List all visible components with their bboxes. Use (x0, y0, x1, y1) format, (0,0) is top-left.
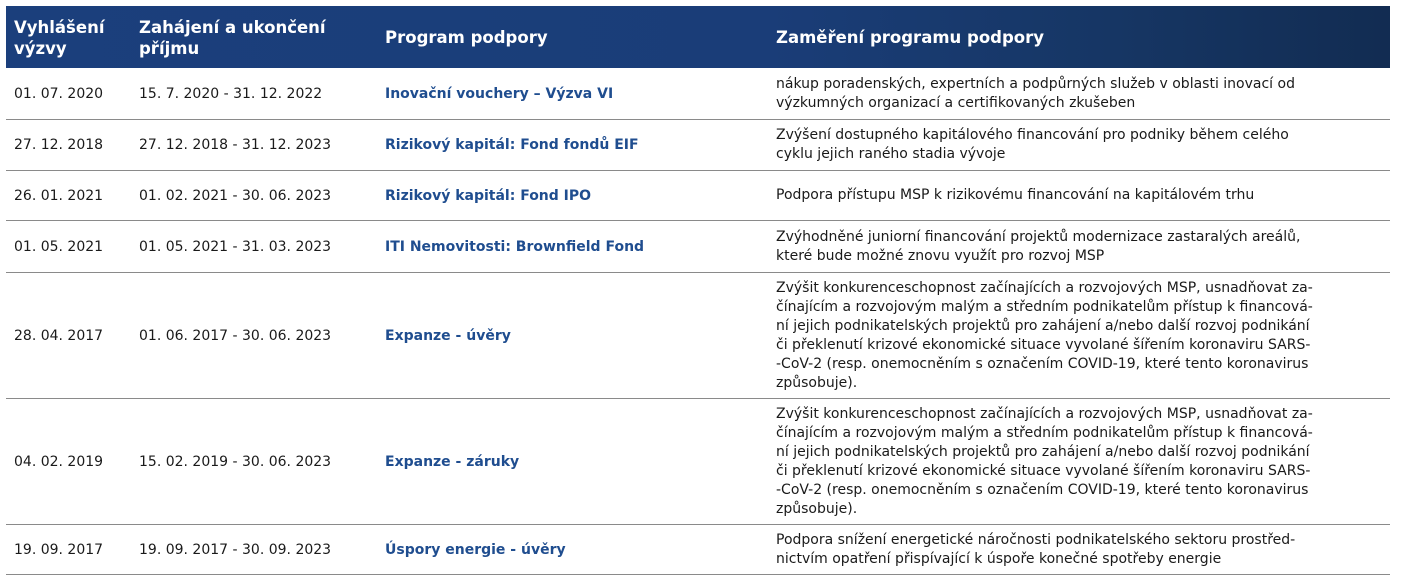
intake-period: 15. 7. 2020 - 31. 12. 2022 (139, 85, 323, 102)
table-row (6, 120, 1390, 171)
program-focus: nákup poradenských, expertních a podpůrných služeb v oblasti inovací od výzkumných organizací a certifikovaných zkušeben (776, 75, 1295, 111)
intake-period: 27. 12. 2018 - 31. 12. 2023 (139, 137, 332, 153)
table-row (6, 68, 1390, 120)
program-name: ITI Nemovitosti: Brownfield Fond (385, 238, 645, 255)
announcement-date: 27. 12. 2018 (14, 137, 104, 153)
announcement-date: 04. 02. 2019 (14, 453, 104, 470)
announcement-date: 26. 01. 2021 (14, 187, 104, 204)
intake-period: 01. 05. 2021 - 31. 03. 2023 (139, 238, 332, 255)
intake-period: 19. 09. 2017 - 30. 09. 2023 (139, 541, 332, 558)
table-row (6, 221, 1390, 273)
table-row (6, 525, 1390, 575)
announcement-date: 19. 09. 2017 (14, 541, 104, 558)
intake-period: 01. 06. 2017 - 30. 06. 2023 (139, 327, 332, 344)
table-row (6, 399, 1390, 525)
table-row (6, 273, 1390, 399)
announcement-date: 28. 04. 2017 (14, 327, 104, 344)
program-focus: Zvýšit konkurenceschopnost začínajících a rozvojových MSP, usnadňovat za- čínajícím a rozvojovým malým a středním podnikatelům přístup k financová- ní jejich podnikatelských projektů pro zahájení a/nebo další rozvoj podnikání či překlenutí krizové ekonomické situace vyvolané šířením koronaviru SARS- -CoV-2 (resp. onemocněním s označením COVID-19, které tento koronavirus způsobuje). (776, 279, 1313, 391)
program-name: Expanze - záruky (385, 453, 520, 470)
program-name: Expanze - úvěry (385, 327, 511, 344)
table-row (6, 171, 1390, 221)
header-focus: Zaměření programu podpory (776, 28, 1045, 47)
program-focus: Zvýhodněné juniorní financování projektů modernizace zastaralých areálů, které bude možné znovu využít pro rozvoj MSP (776, 228, 1301, 264)
program-name: Rizikový kapitál: Fond fondů EIF (385, 137, 639, 153)
header-program: Program podpory (385, 28, 548, 47)
header-period: Zahájení a ukončení příjmu (139, 17, 326, 58)
header-announcement: Vyhlášení výzvy (14, 17, 105, 58)
announcement-date: 01. 05. 2021 (14, 238, 104, 255)
program-name: Rizikový kapitál: Fond IPO (385, 187, 592, 204)
program-name: Inovační vouchery – Výzva VI (385, 85, 614, 102)
program-focus: Podpora snížení energetické náročnosti podnikatelského sektoru prostřed- nictvím opatření přispívající k úspoře konečné spotřeby energie (776, 531, 1296, 567)
support-programs-table (6, 6, 1390, 575)
intake-period: 01. 02. 2021 - 30. 06. 2023 (139, 187, 332, 204)
program-focus: Podpora přístupu MSP k rizikovému financování na kapitálovém trhu (776, 187, 1255, 203)
program-name: Úspory energie - úvěry (385, 541, 566, 558)
announcement-date: 01. 07. 2020 (14, 85, 104, 102)
program-focus: Zvýšit konkurenceschopnost začínajících a rozvojových MSP, usnadňovat za- čínajícím a rozvojovým malým a středním podnikatelům přístup k financová- ní jejich podnikatelských projektů pro zahájení a/nebo další rozvoj podnikání či překlenutí krizové ekonomické situace vyvolané šířením koronaviru SARS- -CoV-2 (resp. onemocněním s označením COVID-19, které tento koronavirus způsobuje). (776, 405, 1313, 517)
table-header (6, 6, 1390, 68)
intake-period: 15. 02. 2019 - 30. 06. 2023 (139, 453, 332, 470)
program-focus: Zvýšení dostupného kapitálového financování pro podniky během celého cyklu jejich raného stadia vývoje (776, 127, 1289, 162)
